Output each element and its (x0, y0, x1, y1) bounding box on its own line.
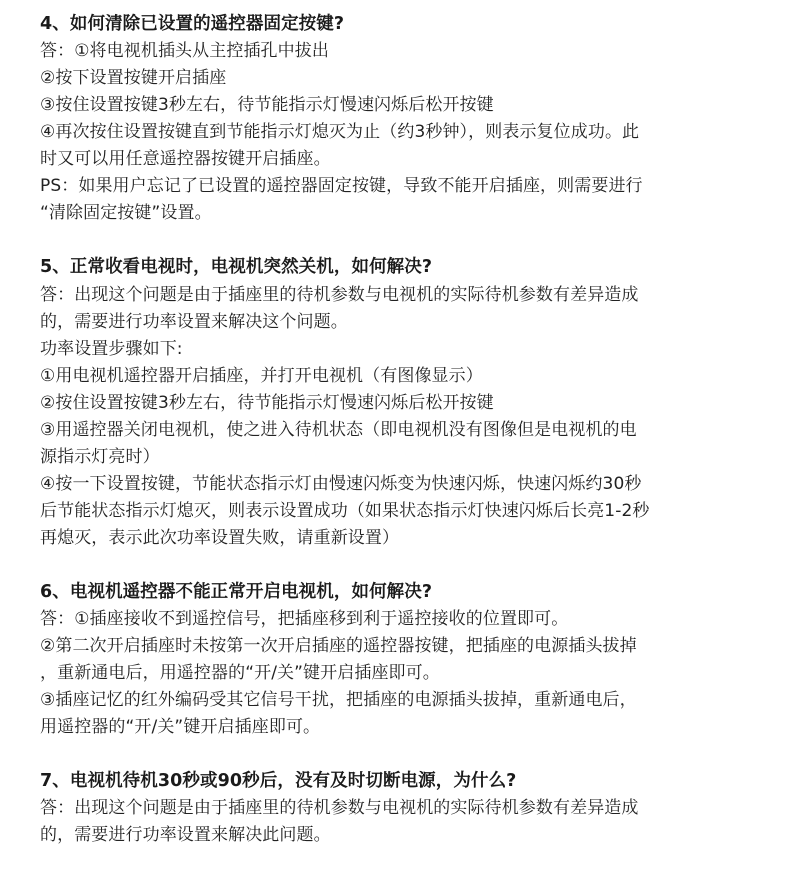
faq-question-7-title: 7、电视机待机30秒或90秒后，没有及时切断电源，为什么? (40, 771, 517, 791)
faq-answer-line: 时又可以用任意遥控器按键开启插座。 (40, 149, 331, 169)
faq-answer-line: 的，需要进行功率设置来解决此问题。 (40, 825, 331, 845)
faq-answer-line: 答：出现这个问题是由于插座里的待机参数与电视机的实际待机参数有差异造成 (40, 285, 639, 305)
faq-answer-line: 再熄灭，表示此次功率设置失败，请重新设置） (40, 528, 400, 548)
faq-answer-line: ②按下设置按键开启插座 (40, 68, 227, 88)
faq-answer-line: ③用遥控器关闭电视机，使之进入待机状态（即电视机没有图像但是电视机的电 (40, 420, 637, 440)
faq-answer-line: ③插座记忆的红外编码受其它信号干扰，把插座的电源插头拔掉，重新通电后， (40, 690, 637, 710)
faq-answer-line: ②按住设置按键3秒左右，待节能指示灯慢速闪烁后松开按键 (40, 393, 494, 413)
faq-answer-line: 源指示灯亮时） (40, 447, 160, 467)
faq-question-6-title: 6、电视机遥控器不能正常开启电视机，如何解决? (40, 582, 433, 602)
faq-answer-line: ④按一下设置按键，节能状态指示灯由慢速闪烁变为快速闪烁，快速闪烁约30秒 (40, 474, 642, 494)
faq-answer-line: “清除固定按键”设置。 (40, 203, 212, 223)
faq-question-4-title: 4、如何清除已设置的遥控器固定按键? (40, 14, 345, 34)
faq-answer-line: ②第二次开启插座时未按第一次开启插座的遥控器按键，把插座的电源插头拔掉 (40, 636, 637, 656)
faq-answer-line: ③按住设置按键3秒左右，待节能指示灯慢速闪烁后松开按键 (40, 95, 494, 115)
faq-question-5-title: 5、正常收看电视时，电视机突然关机，如何解决? (40, 257, 433, 277)
faq-answer-line: ，重新通电后，用遥控器的“开/关”键开启插座即可。 (40, 663, 440, 683)
faq-answer-line: 答：①将电视机插头从主控插孔中拔出 (40, 41, 329, 61)
faq-answer-line: 用遥控器的“开/关”键开启插座即可。 (40, 717, 321, 737)
faq-answer-line: ①用电视机遥控器开启插座，并打开电视机（有图像显示） (40, 366, 483, 386)
faq-answer-line: 后节能状态指示灯熄灭，则表示设置成功（如果状态指示灯快速闪烁后长亮1-2秒 (40, 501, 650, 521)
faq-answer-line: 答：出现这个问题是由于插座里的待机参数与电视机的实际待机参数有差异造成 (40, 798, 639, 818)
faq-answer-line: 的，需要进行功率设置来解决这个问题。 (40, 312, 348, 332)
faq-answer-line: ④再次按住设置按键直到节能指示灯熄灭为止（约3秒钟），则表示复位成功。此 (40, 122, 640, 142)
faq-answer-line: PS：如果用户忘记了已设置的遥控器固定按键，导致不能开启插座，则需要进行 (40, 176, 643, 196)
faq-answer-line: 答：①插座接收不到遥控信号，把插座移到利于遥控接收的位置即可。 (40, 609, 569, 629)
faq-answer-line: 功率设置步骤如下: (40, 339, 183, 359)
